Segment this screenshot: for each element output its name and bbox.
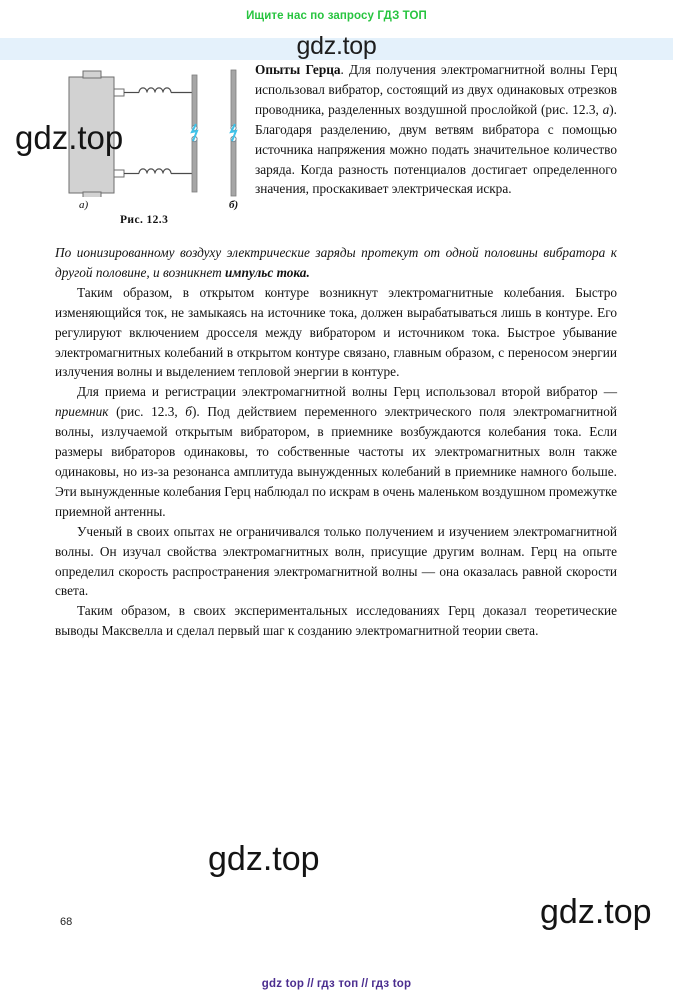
- figure-ref-a: а: [602, 101, 610, 117]
- watermark-middle: gdz.top: [208, 840, 320, 878]
- inductor-coil: [124, 88, 195, 93]
- paragraph-1-top: [255, 60, 617, 199]
- power-source-box: [69, 71, 124, 197]
- paragraph-1-part-a: . Для получения электромагнитной волны Герц использовал вибратор, состоящий из двух одинаковых отрезков проводника, разделенных воздушной прослойкой (рис. 12.3,: [255, 62, 618, 117]
- section-heading: Опыты Герца: [255, 62, 341, 77]
- figure-12-3: [48, 62, 248, 226]
- inductor-coil: [124, 169, 195, 174]
- footer-links: [0, 978, 673, 990]
- paragraph-3-part-b: (рис. 12.3,: [108, 404, 186, 420]
- header-watermark: gdz.top: [296, 32, 377, 60]
- figure-canvas: [48, 62, 248, 197]
- paragraph-1-part-b: ). Благодаря разделению, двум ветвям вибратора с помощью источника напряжения можно подать значительное количество заряда. Когда разность потенциалов достигает определенного значения, проскакивает электрическая искра.: [255, 101, 617, 197]
- paragraph-2: Таким образом, в открытом контуре возникнут электромагнитные колебания. Быстро изменяющийся ток, не замыкаясь на источнике тока, должен вырабатываться лишь в контуре. Его регулируют включением дросселя между вибратором и источником тока. Быстрое убывание электромагнитных колебаний в открытом контуре связано, главным образом, с переносом энергии излучения волны и выделением тепловой энергии в контуре.: [55, 284, 617, 380]
- footer-separator: //: [307, 978, 314, 990]
- watermark-right: gdz.top: [540, 893, 652, 931]
- figure-caption: Рис. 12.3: [120, 214, 169, 226]
- paragraph-4: Ученый в своих опытах не ограничивался только получением и изучением электромагнитной волны. Он изучал свойства электромагнитных волн, присущие другим волнам. Герц на опыте определил скорость распространения электромагнитной волны — она оказалась равной скорости света.: [55, 523, 617, 599]
- footer-link-gdz-top-ru[interactable]: гдз топ: [316, 978, 359, 990]
- page-number: 68: [60, 916, 73, 928]
- body-text-block: [55, 243, 617, 641]
- figure-ref-b: б: [185, 404, 192, 420]
- key-term-receiver: приемник: [55, 404, 109, 420]
- paragraph-3-part-a: Для приема и регистрации электромагнитной волны Герц использовал второй вибратор —: [77, 384, 617, 400]
- footer-separator: //: [361, 978, 369, 990]
- spark-gap: [231, 124, 236, 142]
- watermark-left: gdz.top: [15, 119, 124, 156]
- paragraph-text: [255, 60, 617, 199]
- paragraph-3-part-c: ). Под действием переменного электрического поля электромагнитной волны, излучаемой открытым вибратором, в приемнике возбуждаются колебания тока. Если размеры вибраторов одинаковы, то собственные частоты их электромагнитных волн также одинаковы, но из-за резонанса амплитуда вынужденных колебаний в приемнике намного больше. Эти вынужденные колебания Герц наблюдал по искрам в очень маленьком воздушном промежутке приемной антенны.: [55, 404, 617, 519]
- footer-link-gdz-top-mixed[interactable]: гдз top: [371, 978, 412, 990]
- spark-gap: [192, 124, 197, 142]
- emphasis-text: По ионизированному воздуху электрические заряды протекут от одной половины вибратора к другой половине, и возникнет: [55, 245, 617, 280]
- figure-label-a: а): [79, 199, 89, 211]
- figure-label-b: б): [229, 199, 239, 211]
- document-page: [0, 60, 673, 940]
- key-term: импульс тока.: [225, 264, 310, 280]
- promo-search-hint: Ищите нас по запросу ГДЗ ТОП: [246, 10, 427, 22]
- footer-link-gdz-top[interactable]: gdz top: [261, 978, 305, 990]
- paragraph-5: Таким образом, в своих экспериментальных исследованиях Герц доказал теоретические выводы Максвелла и сделал первый шаг к созданию электромагнитной теории света.: [55, 603, 617, 639]
- paragraph-1-italic-tail: [55, 243, 617, 283]
- figure-caption-row: [48, 199, 248, 226]
- paragraph-3: [55, 382, 617, 521]
